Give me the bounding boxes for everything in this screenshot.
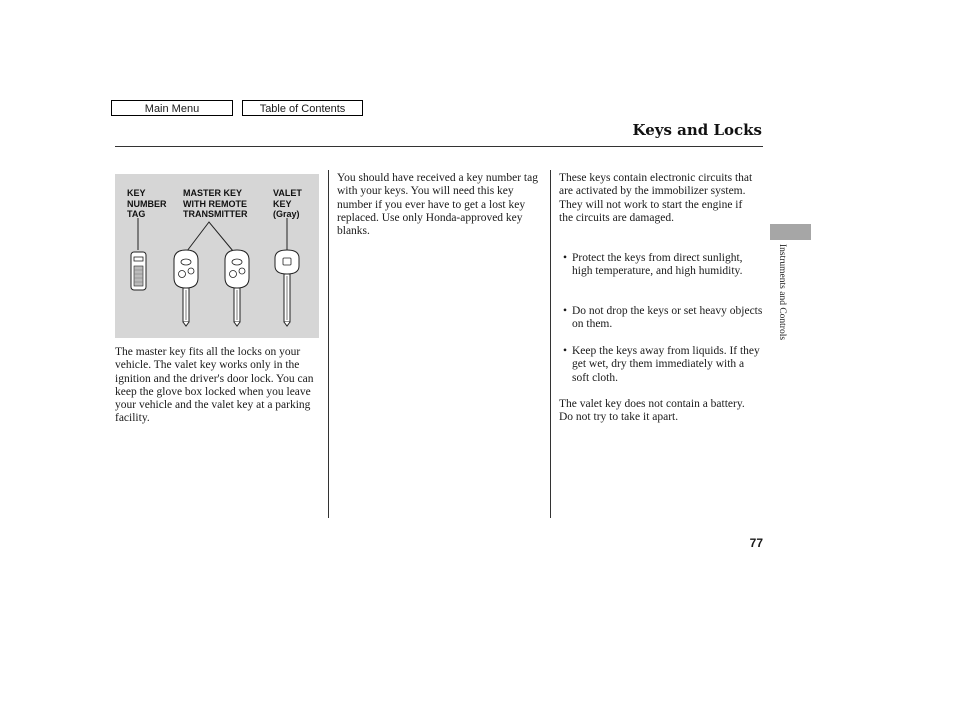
master-key-icon-2 [225,250,249,326]
master-leader-line [187,222,233,251]
valet-key-label: VALET KEY (Gray) [273,188,302,219]
valet-key-icon [275,250,299,326]
section-label: Instruments and Controls [777,244,787,341]
bullet-icon: • [563,252,568,264]
key-number-paragraph: You should have received a key number tag with your keys. You will need this key number if you ever have to get a lost key replaced. Use only Honda-approved key blanks. [337,172,538,238]
page-number: 77 [749,536,763,550]
section-tab [770,224,811,240]
immobilizer-paragraph: These keys contain electronic circuits that are activated by the immobilizer system. They will not work to start the engine if the circuits are damaged. [559,172,753,224]
master-key-paragraph: The master key fits all the locks on your vehicle. The valet key works only in the ignition and the driver's door lock. You can keep the glove box locked when you leave your vehicle and the valet key at a parking facility. [115,346,314,425]
keys-illustration [115,174,319,338]
bullet-icon: • [563,305,568,317]
bullet-icon: • [563,345,568,357]
master-key-label: MASTER KEY WITH REMOTE TRANSMITTER [183,188,248,219]
page-title: Keys and Locks [632,121,762,139]
valet-battery-paragraph: The valet key does not contain a battery. Do not try to take it apart. [559,398,745,424]
key-number-tag-label: KEY NUMBER TAG [127,188,167,219]
column-divider-left [328,170,329,518]
keys-drawing [115,174,319,338]
table-of-contents-button[interactable]: Table of Contents [242,100,363,116]
key-number-tag-icon [131,252,146,290]
master-key-icon-1 [174,250,198,326]
header-rule [115,146,763,147]
list-item-text: Protect the keys from direct sunlight, high temperature, and high humidity. [572,252,743,278]
list-item [563,252,763,279]
list-item-text: Keep the keys away from liquids. If they get wet, dry them immediately with a soft cloth. [572,345,760,384]
list-item [563,305,763,332]
main-menu-button[interactable]: Main Menu [111,100,233,116]
list-item-text: Do not drop the keys or set heavy objects on them. [572,305,763,331]
list-item [563,345,763,385]
column-divider-right [550,170,551,518]
